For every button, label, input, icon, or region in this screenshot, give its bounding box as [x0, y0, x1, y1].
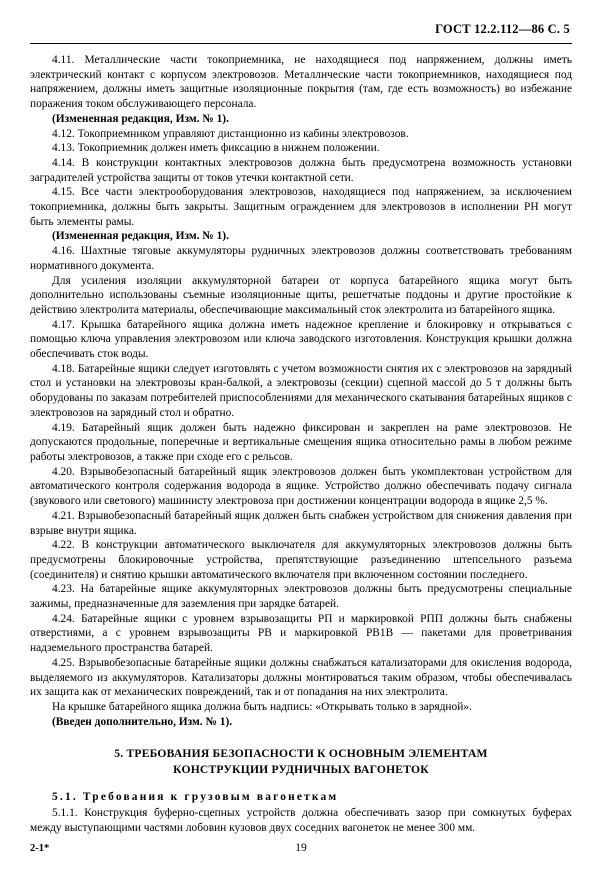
section-heading [30, 746, 572, 777]
paragraph: 4.17. Крышка батарейного ящика должна иметь надежное крепление и блокировку и открываться с помощью ключа управления электровозом или ключа заводского изготовления. Конструкция крышки должна обеспечивать сток воды. [30, 318, 572, 361]
paragraph-note: (Введен дополнительно, Изм. № 1). [52, 715, 233, 728]
paragraph: 4.23. На батарейные ящике аккумуляторных электровозов должны быть предусмотрены специальные зажимы, предназначенные для заземления при зарядке батарей. [30, 583, 572, 611]
paragraph-note: (Измененная редакция, Изм. № 1). [52, 230, 229, 243]
paragraph: 4.22. В конструкции автоматического выключателя для аккумуляторных электровозов должны быть предусмотрены блокировочные устройства, препятствующие разъединению штепсельного разъема (соединителя) и снятию крышки автоматического включателя при включенном состоянии последнего. [30, 539, 572, 581]
paragraph: 4.20. Взрывобезопасный батарейный ящик электровозов должен быть укомплектован устройством для автоматического контроля содержания водорода в ящике. Устройство должно обеспечивать подачу сигнала (звукового или светового) машинисту электровоза при достижении концентрации водорода в ящике 2,5 %. [30, 465, 572, 508]
paragraph: 4.25. Взрывобезопасные батарейные ящики должны снабжаться катализаторами для окисления водорода, выделяемого из аккумуляторов. Катализаторы должны монтироваться таким образом, чтобы обеспечивалась их защита как от механических повреждений, так и от попадания на них электролита. [30, 656, 572, 699]
paragraph: 4.12. Токоприемником управляют дистанционно из кабины электровозов. [52, 127, 409, 140]
page-header: ГОСТ 12.2.112—86 С. 5 [435, 22, 570, 36]
paragraph: На крышке батарейного ящика должна быть надпись: «Открывать только в зарядной». [52, 700, 472, 713]
paragraph: 4.16. Шахтные тяговые аккумуляторы рудничных электровозов должны соответствовать требованиям нормативного документа. [30, 245, 572, 272]
paragraph: 5.1.1. Конструкция буферно-сцепных устройств должна обеспечивать зазор при сомкнутых буферах между выступающими частями лобовин кузовов двух соседних вагонеток не менее 300 мм. [30, 806, 572, 834]
document-body [30, 53, 572, 729]
section-heading-line2: КОНСТРУКЦИИ РУДНИЧНЫХ ВАГОНЕТОК [173, 762, 429, 776]
page-footer [30, 842, 572, 854]
paragraph: 4.15. Все части электрооборудования электровозов, находящиеся под напряжением, за исключением токоприемника, должны быть закрыты. Защитным ограждением для электровозов в исполнении РН могут быть элементы рамы. [30, 186, 572, 228]
paragraph: 4.11. Металлические части токоприемника, не находящиеся под напряжением, должны иметь электрический контакт с корпусом электровозов. Металлические части токоприемников, находящиеся под напряжением, должны иметь защитные изоляционные покрытия (там, где есть возможность) во избежание поражения током обслуживающего персонала. [30, 54, 572, 111]
paragraph: 4.14. В конструкции контактных электровозов должна быть предусмотрена возможность установки заградителей устройства защиты от токов утечки контактной сети. [30, 156, 572, 184]
paragraph: 4.24. Батарейные ящики с уровнем взрывозащиты РП и маркировкой РПП должны быть снабжены отверстиями, а с уровнем взрывозащиты РВ и маркировкой РВ1В — пакетами для проветривания надземельного пространства батарей. [30, 612, 572, 655]
paragraph: 4.13. Токоприемник должен иметь фиксацию в нижнем положении. [52, 142, 380, 155]
paragraph: 4.19. Батарейный ящик должен быть надежно фиксирован и закреплен на раме электровозов. Не допускаются продольные, поперечные и вертикальные смещения ящика относительно рамы в любом режиме работы электровозов, а также при сходе его с рельсов. [30, 421, 572, 463]
subsection-body [30, 806, 572, 835]
paragraph-note: (Измененная редакция, Изм. № 1). [52, 112, 229, 125]
footer-page-number: 19 [295, 842, 307, 854]
paragraph: 4.18. Батарейные ящики следует изготовлять с учетом возможности снятия их с электровозов на зарядный стол и установки на электровозы кран-балкой, а электровозы (секции) сцепной массой до 5 т должны быть оборудованы по заказам потребителей приспособлениями для механического скатывания батарейных ящиков с электровозов на зарядный стол и обратно. [30, 362, 572, 419]
paragraph: 4.21. Взрывобезопасный батарейный ящик должен быть снабжен устройством для снижения давления при взрыве внутри ящика. [30, 509, 572, 537]
paragraph: Для усиления изоляции аккумуляторной батареи от корпуса батарейного ящика могут быть дополнительно использованы съемные изоляционные щиты, решетчатые поддоны и другие простойкие к действию электролита материалы, обеспечивающие максимальный сток электролита из батарейного ящика. [30, 274, 572, 316]
footer-signature: 2-1* [30, 843, 50, 854]
subsection-heading: 5.1. Требования к грузовым вагонеткам [52, 790, 339, 803]
section-heading-line1: 5. ТРЕБОВАНИЯ БЕЗОПАСНОСТИ К ОСНОВНЫМ ЭЛЕМЕНТАМ [114, 747, 488, 761]
header-divider [30, 43, 572, 44]
